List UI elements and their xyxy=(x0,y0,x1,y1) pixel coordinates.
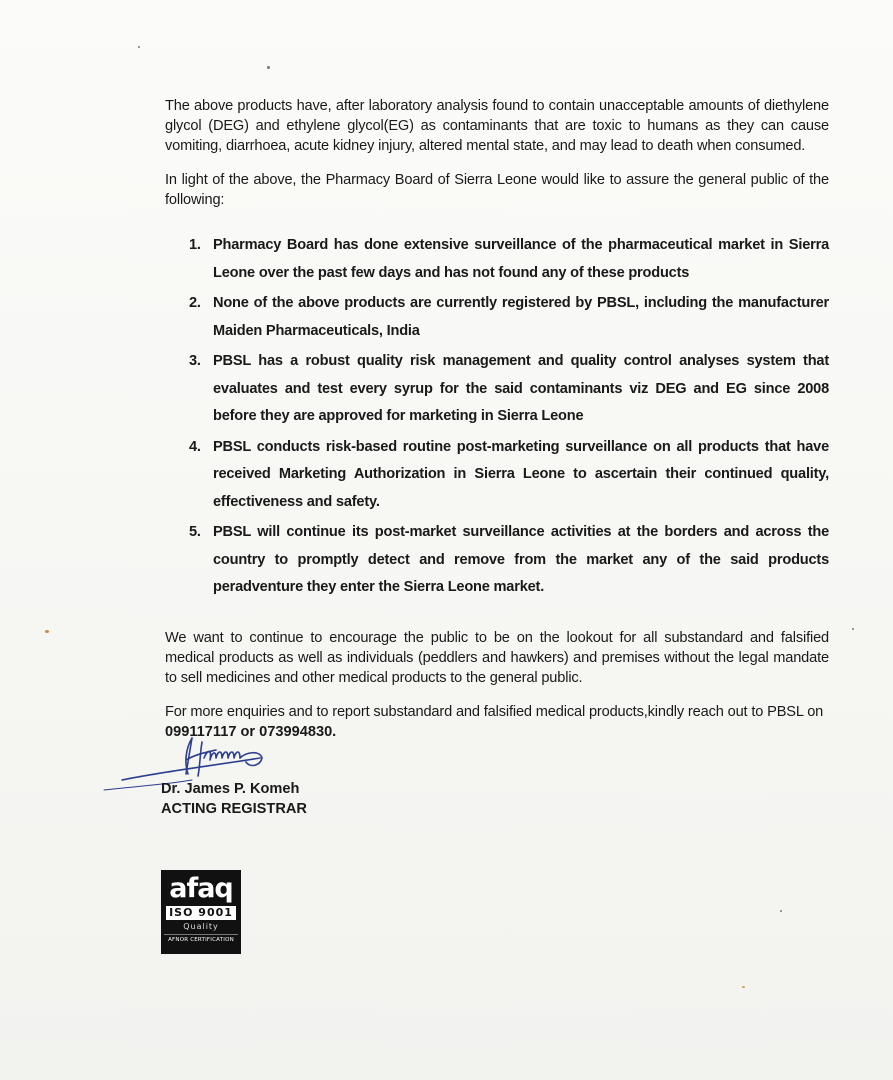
list-item xyxy=(165,519,829,602)
scan-speck xyxy=(138,46,140,48)
logo-iso-label: ISO 9001 xyxy=(166,906,236,920)
list-item-text: PBSL conducts risk-based routine post-marketing surveillance on all products that have received Marketing Authorization in Sierra Leone to ascertain their continued quality, effectiveness and safety. xyxy=(213,438,829,510)
scan-speck xyxy=(45,630,49,633)
list-item-text: Pharmacy Board has done extensive surveillance of the pharmaceutical market in Sierra Leone over the past few days and has not found any of these products xyxy=(213,237,829,281)
list-item-text: PBSL has a robust quality risk management and quality control analyses system that evaluates and test every syrup for the said contaminants viz DEG and EG since 2008 before they are approved for marketing in Sierra Leone xyxy=(213,353,829,424)
logo-certifier-label: AFNOR CERTIFICATION xyxy=(164,934,238,945)
assurance-list xyxy=(165,232,829,602)
signatory-title: ACTING REGISTRAR xyxy=(161,801,307,817)
list-item xyxy=(165,290,829,345)
paragraph-public-lookout: We want to continue to encourage the public to be on the lookout for all substandard and falsified medical products as well as individuals (peddlers and hawkers) and premises without the legal mandate to sell medicines and other medical products to the general public. xyxy=(165,629,829,686)
scan-speck xyxy=(742,986,745,988)
paragraph-enquiries: For more enquiries and to report substandard and falsified medical products,kindly reach out to PBSL on xyxy=(165,703,824,720)
list-item-number: 4. xyxy=(189,438,201,455)
scan-speck xyxy=(852,628,854,630)
list-item-number: 2. xyxy=(189,295,201,311)
logo-quality-label: Quality xyxy=(183,922,219,931)
signatory-name: Dr. James P. Komeh xyxy=(161,781,300,797)
list-item-number: 5. xyxy=(189,524,201,540)
list-item xyxy=(165,348,829,431)
letter-body xyxy=(165,96,829,742)
contact-phone-numbers: 099117117 or 073994830. xyxy=(165,723,337,740)
paragraph-assurance-intro: In light of the above, the Pharmacy Board of Sierra Leone would like to assure the general public of the following: xyxy=(165,172,829,208)
signatory-block xyxy=(161,779,307,819)
list-item-number: 1. xyxy=(189,237,201,253)
list-item xyxy=(165,434,829,517)
list-item-number: 3. xyxy=(189,353,201,369)
list-item-text: None of the above products are currently registered by PBSL, including the manufacturer Maiden Pharmaceuticals, India xyxy=(213,295,829,339)
afaq-iso-certification-logo xyxy=(161,870,241,954)
list-item-text: PBSL will continue its post-market surveillance activities at the borders and across the country to promptly detect and remove from the market any of the said products peradventure they enter the Sierra Leone market. xyxy=(213,524,829,595)
scan-speck xyxy=(267,66,270,69)
scan-speck xyxy=(780,910,782,912)
list-item xyxy=(165,232,829,287)
logo-brand: afaq xyxy=(169,873,233,904)
paragraph-contamination: The above products have, after laboratory analysis found to contain unacceptable amounts of diethylene glycol (DEG) and ethylene glycol(EG) as contaminants that are toxic to humans as they can cause vomiting, diarrhoea, acute kidney injury, altered mental state, and may lead to death when consumed. xyxy=(165,98,829,154)
